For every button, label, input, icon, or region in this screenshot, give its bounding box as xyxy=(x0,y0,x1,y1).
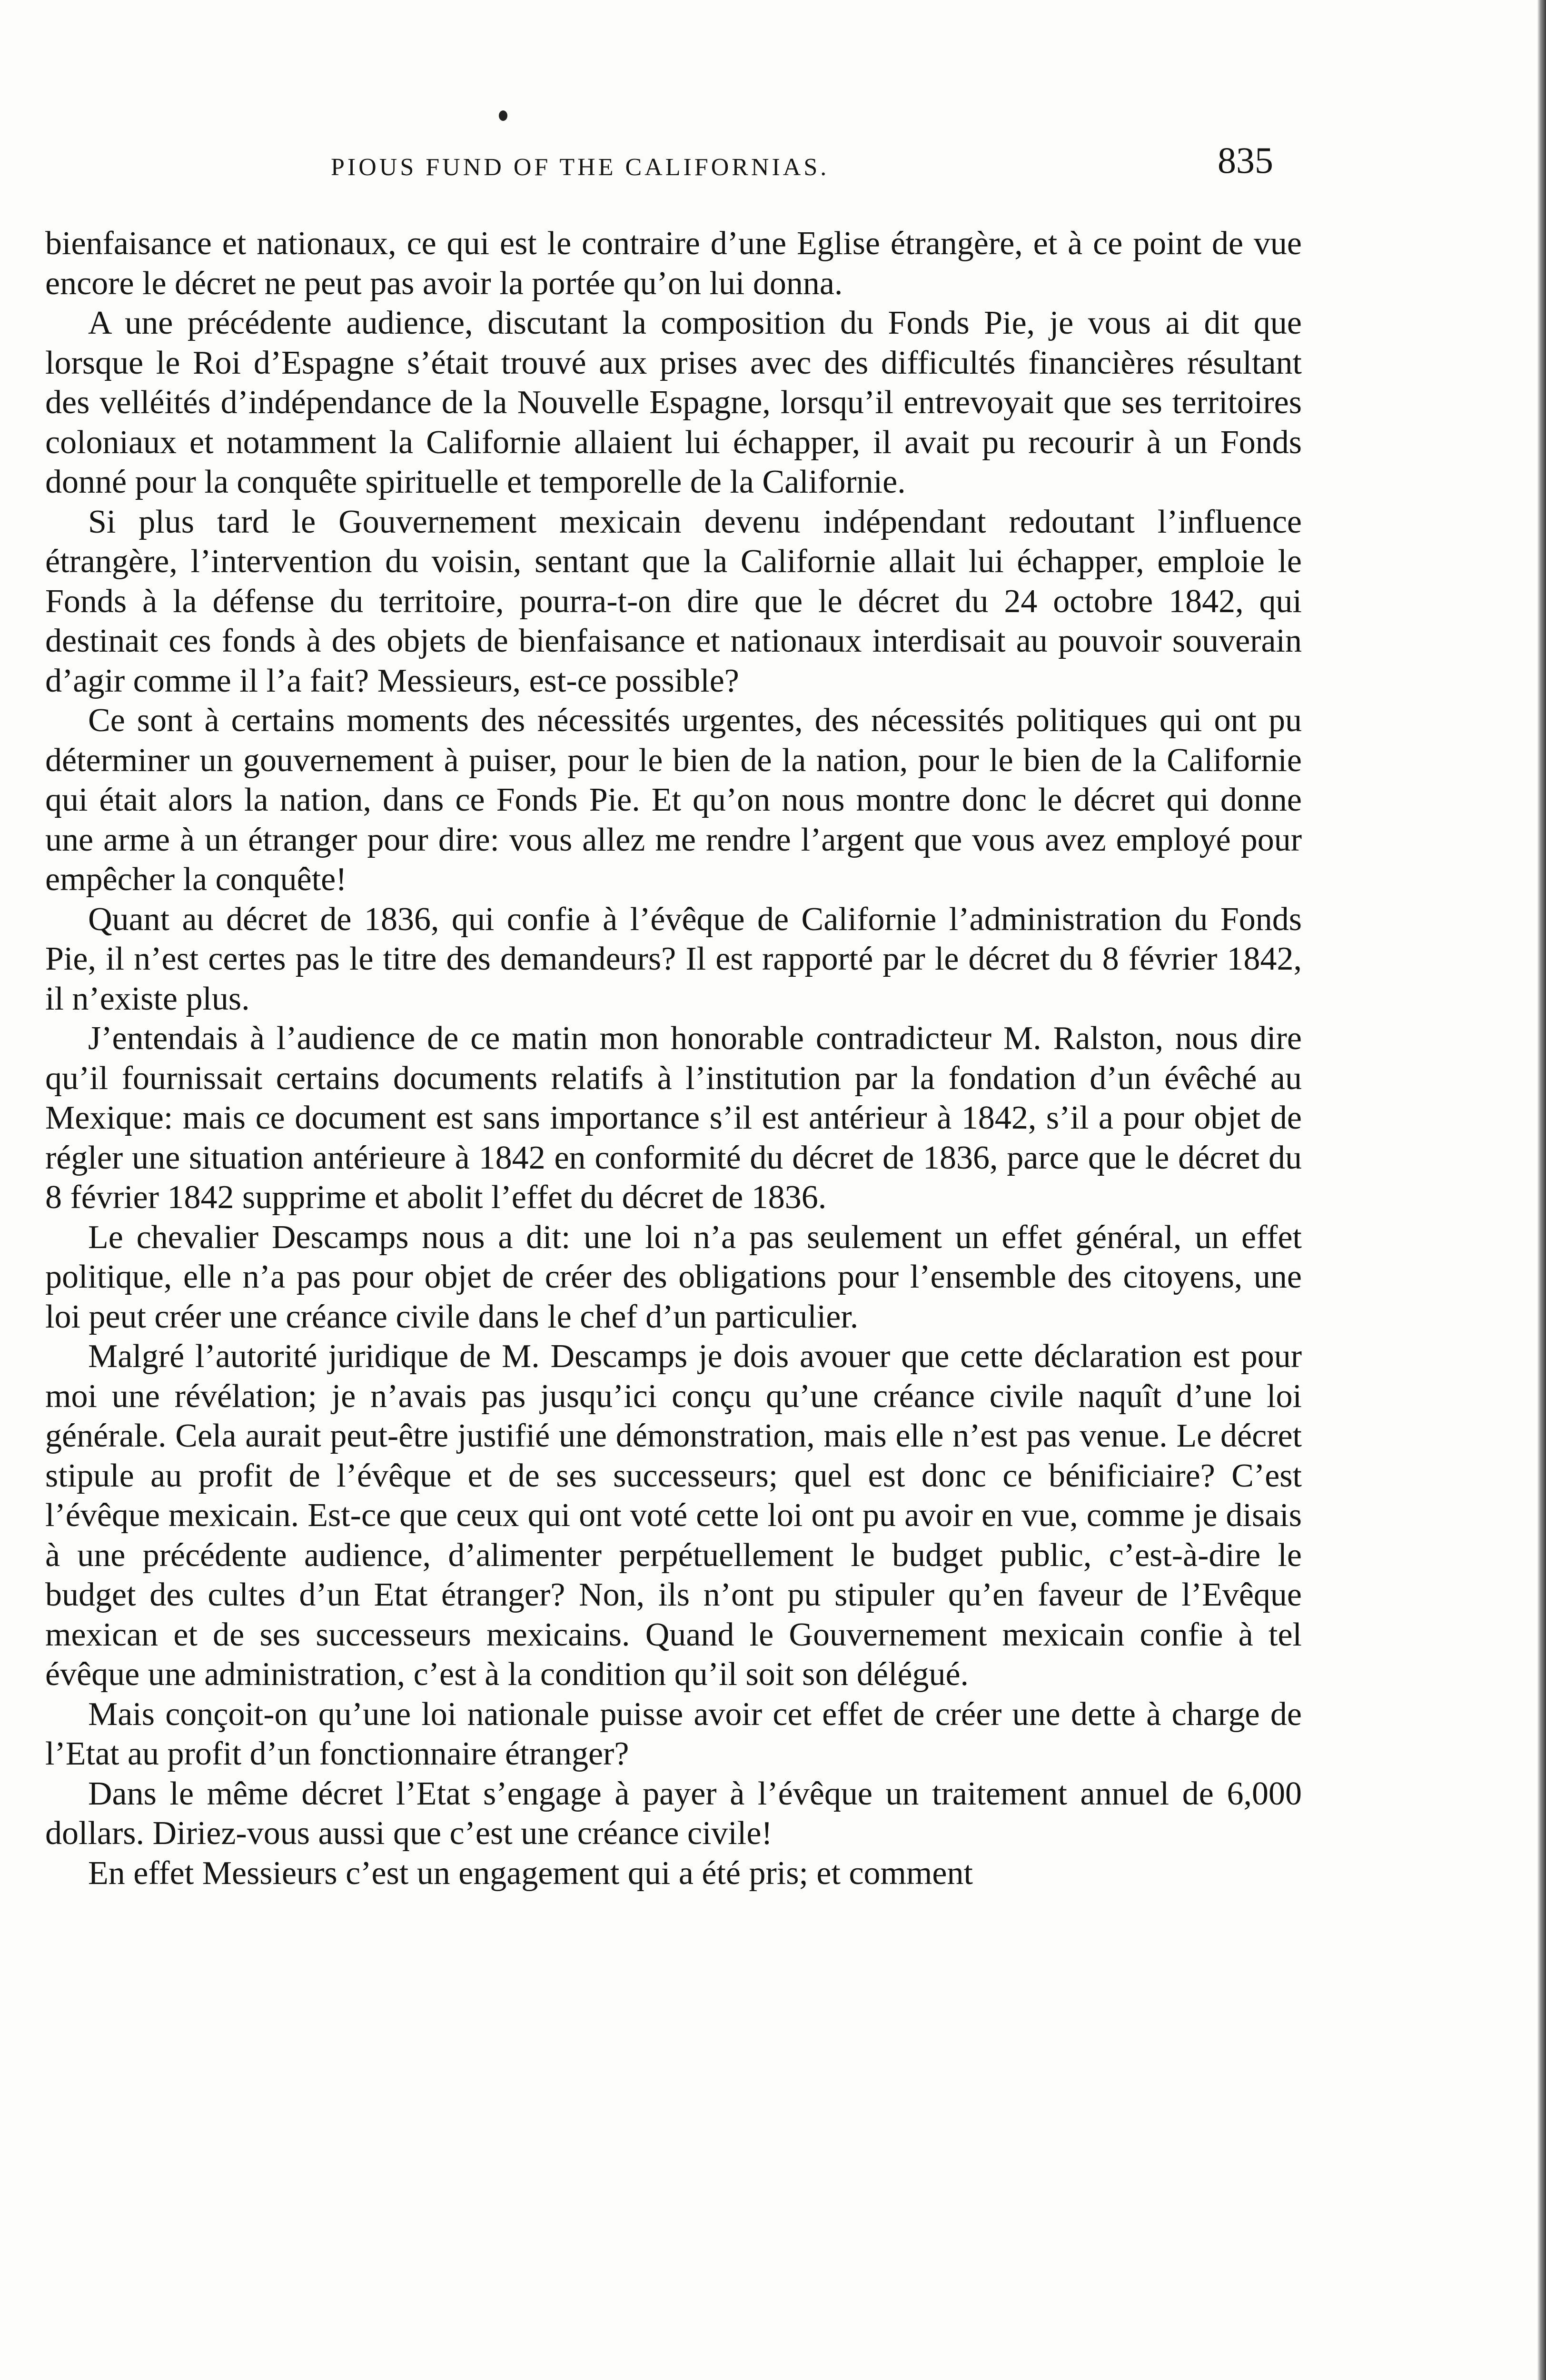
paragraph: Quant au décret de 1836, qui confie à l’évêque de Californie l’administration du Fonds Pie, il n’est certes pas le titre des demandeurs? Il est rapporté par le décret du 8 février 1842, il n’existe plus. xyxy=(45,901,1302,1017)
paragraph: En effet Messieurs c’est un engagement qui a été pris; et comment xyxy=(88,1854,973,1892)
paragraph-continuation: bienfaisance et nationaux, ce qui est le contraire d’une Eglise étrangère, et à ce point de vue encore le décret ne peut pas avoir la portée qu’on lui donna. xyxy=(45,225,1302,302)
paragraph: A une précédente audience, discutant la composition du Fonds Pie, je vous ai dit que lorsque le Roi d’Espagne s’était trouvé aux prises avec des difficultés financières résultant des velléités d’indépendance de la Nouvelle Espagne, lorsqu’il entrevoyait que ses territoires coloniaux et notamment la Californie allaient lui échapper, il avait pu recourir à un Fonds donné pour la conquête spirituelle et temporelle de la Californie. xyxy=(45,305,1302,500)
page-header xyxy=(45,139,1302,196)
running-title: PIOUS FUND OF THE CALIFORNIAS. xyxy=(331,154,830,181)
page-number: 835 xyxy=(1218,139,1273,181)
book-spine-edge xyxy=(1537,0,1546,2380)
paragraph: Dans le même décret l’Etat s’engage à payer à l’évêque un traitement annuel de 6,000 dollars. Diriez-vous aussi que c’est une créance civile! xyxy=(45,1775,1302,1852)
paragraph: J’entendais à l’audience de ce matin mon honorable contradicteur M. Ralston, nous dire qu’il fournissait certains documents relatifs à l’institution par la fondation d’un évêché au Mexique: mais ce document est sans importance s’il est antérieur à 1842, s’il a pour objet de régler une situation antérieure à 1842 en conformité du décret de 1836, parce que le décret du 8 février 1842 supprime et abolit l’effet du décret de 1836. xyxy=(45,1020,1302,1216)
paragraph: Malgré l’autorité juridique de M. Descamps je dois avouer que cette déclaration est pour moi une révélation; je n’avais pas jusqu’ici conçu qu’une créance civile naquît d’une loi générale. Cela aurait peut-être justifié une démonstration, mais elle n’est pas venue. Le décret stipule au profit de l’évêque et de ses successeurs; quel est donc ce bénificiaire? C’est l’évêque mexicain. Est-ce que ceux qui ont voté cette loi ont pu avoir en vue, comme je disais à une précédente audience, d’alimenter perpétuellement le budget public, c’est-à-dire le budget des cultes d’un Etat étranger? Non, ils n’ont pu stipuler qu’en faveur de l’Evêque mexican et de ses successeurs mexicains. Quand le Gouvernement mexicain confie à tel évêque une administration, c’est à la condition qu’il soit son délégué. xyxy=(45,1338,1302,1693)
body-text xyxy=(45,224,1302,1893)
paragraph: Ce sont à certains moments des nécessités urgentes, des nécessités politiques qui ont pu déterminer un gouvernement à puiser, pour le bien de la nation, pour le bien de la Californie qui était alors la nation, dans ce Fonds Pie. Et qu’on nous montre donc le décret qui donne une arme à un étranger pour dire: vous allez me rendre l’argent que vous avez employé pour empêcher la conquête! xyxy=(45,702,1302,898)
paragraph: Mais conçoit-on qu’une loi nationale puisse avoir cet effet de créer une dette à charge de l’Etat au profit d’un fonctionnaire étranger? xyxy=(45,1696,1302,1772)
paragraph: Le chevalier Descamps nous a dit: une loi n’a pas seulement un effet général, un effet politique, elle n’a pas pour objet de créer des obligations pour l’ensemble des citoyens, une loi peut créer une créance civile dans le chef d’un particulier. xyxy=(45,1219,1302,1335)
ink-speck xyxy=(499,110,507,121)
paragraph: Si plus tard le Gouvernement mexicain devenu indépendant redoutant l’influence étrangère, l’intervention du voisin, sentant que la Californie allait lui échapper, emploie le Fonds à la défense du territoire, pourra-t-on dire que le décret du 24 octobre 1842, qui destinait ces fonds à des objets de bienfaisance et nationaux interdisait au pouvoir souverain d’agir comme il l’a fait? Messieurs, est-ce possible? xyxy=(45,503,1302,699)
